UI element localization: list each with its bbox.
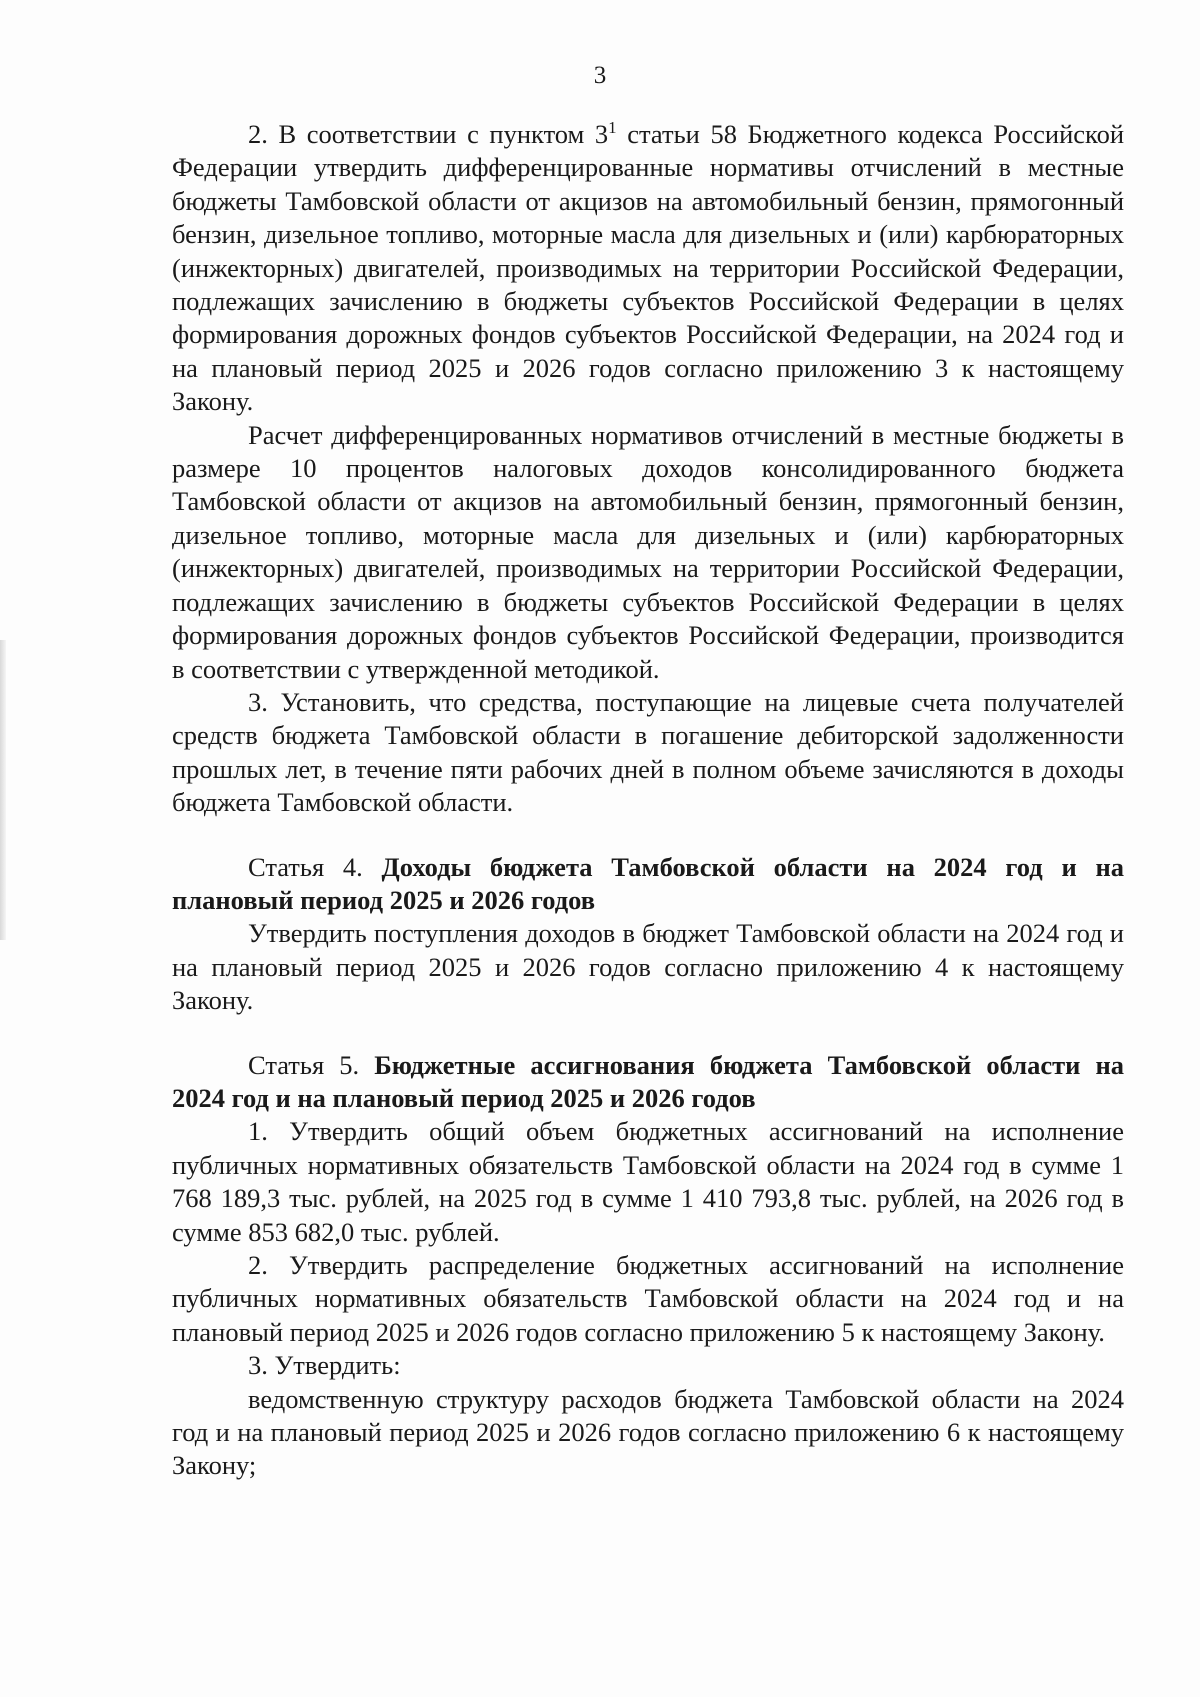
- article-5-title: Бюджетные ассигнования бюджета Тамбовской области на 2024 год и на плановый период 2025 и 2026 годов: [172, 1049, 1124, 1113]
- article-5-paragraph-2: 2. Утвердить распределение бюджетных ассигнований на исполнение публичных нормативных обязательств Тамбовской области на 2024 год и на плановый период 2025 и 2026 годов согласно приложению 5 к настоящему Закону.: [172, 1250, 1124, 1347]
- scan-shadow-edge: [0, 640, 6, 940]
- paragraph-raschet-normativov: Расчет дифференцированных нормативов отчислений в местные бюджеты в размере 10 процентов налоговых доходов консолидированного бюджета Тамбовской области от акцизов на автомобильный бензин, прямогонный бензин, дизельное топливо, моторные масла для дизельных и (или) карбюраторных (инжекторных) двигателей, производимых на территории Российской Федерации, подлежащих зачислению в бюджеты субъектов Российской Федерации в целях формирования дорожных фондов субъектов Российской Федерации, производится в соответствии с утвержденной методикой.: [172, 419, 1124, 684]
- spacer: [172, 1018, 1124, 1049]
- article-5-heading: [172, 1049, 1124, 1116]
- paragraph-text: статьи 58 Бюджетного кодекса Российской Федерации утвердить дифференцированные нормативы отчислений в местные бюджеты Тамбовской области от акцизов на автомобильный бензин, прямогонный бензин, дизельное топливо, моторные масла для дизельных и (или) карбюраторных (инжекторных) двигателей, производимых на территории Российской Федерации, подлежащих зачислению в бюджеты субъектов Российской Федерации в целях формирования дорожных фондов субъектов Российской Федерации, на 2024 год и на плановый период 2025 и 2026 годов согласно приложению 3 к настоящему Закону.: [172, 119, 1125, 417]
- article-5-paragraph-1: 1. Утвердить общий объем бюджетных ассигнований на исполнение публичных нормативных обязательств Тамбовской области на 2024 год в сумме 1 768 189,3 тыс. рублей, на 2025 год в сумме 1 410 793,8 тыс. рублей, на 2026 год в сумме 853 682,0 тыс. рублей.: [172, 1116, 1124, 1247]
- article-5-paragraph-3: 3. Утвердить:: [248, 1350, 401, 1381]
- paragraph-3-litsevye-scheta: 3. Установить, что средства, поступающие на лицевые счета получателей средств бюджета Тамбовской области в погашение дебиторской задолженности прошлых лет, в течение пяти рабочих дней в полном объеме зачисляются в доходы бюджета Тамбовской области.: [172, 686, 1124, 818]
- paragraph-2-dorozhnye-fondy: [172, 118, 1124, 419]
- paragraph-text: 2. В соответствии с пунктом 3: [248, 119, 609, 149]
- article-4-title: Доходы бюджета Тамбовской области на 2024 год и на плановый период 2025 и 2026 годов: [172, 851, 1124, 915]
- article-5-label: Статья 5.: [248, 1049, 375, 1080]
- page-number: 3: [593, 62, 607, 89]
- article-4-label: Статья 4.: [248, 851, 382, 882]
- article-5-paragraph-4: ведомственную структуру расходов бюджета Тамбовской области на 2024 год и на плановый период 2025 и 2026 годов согласно приложению 6 к настоящему Закону;: [172, 1383, 1124, 1481]
- article-4-heading: [172, 851, 1124, 918]
- article-4-paragraph: Утвердить поступления доходов в бюджет Тамбовской области на 2024 год и на плановый период 2025 и 2026 годов согласно приложению 4 к настоящему Закону.: [172, 918, 1124, 1016]
- superscript: 1: [608, 118, 617, 138]
- document-body: [172, 118, 1124, 1483]
- spacer: [172, 820, 1124, 851]
